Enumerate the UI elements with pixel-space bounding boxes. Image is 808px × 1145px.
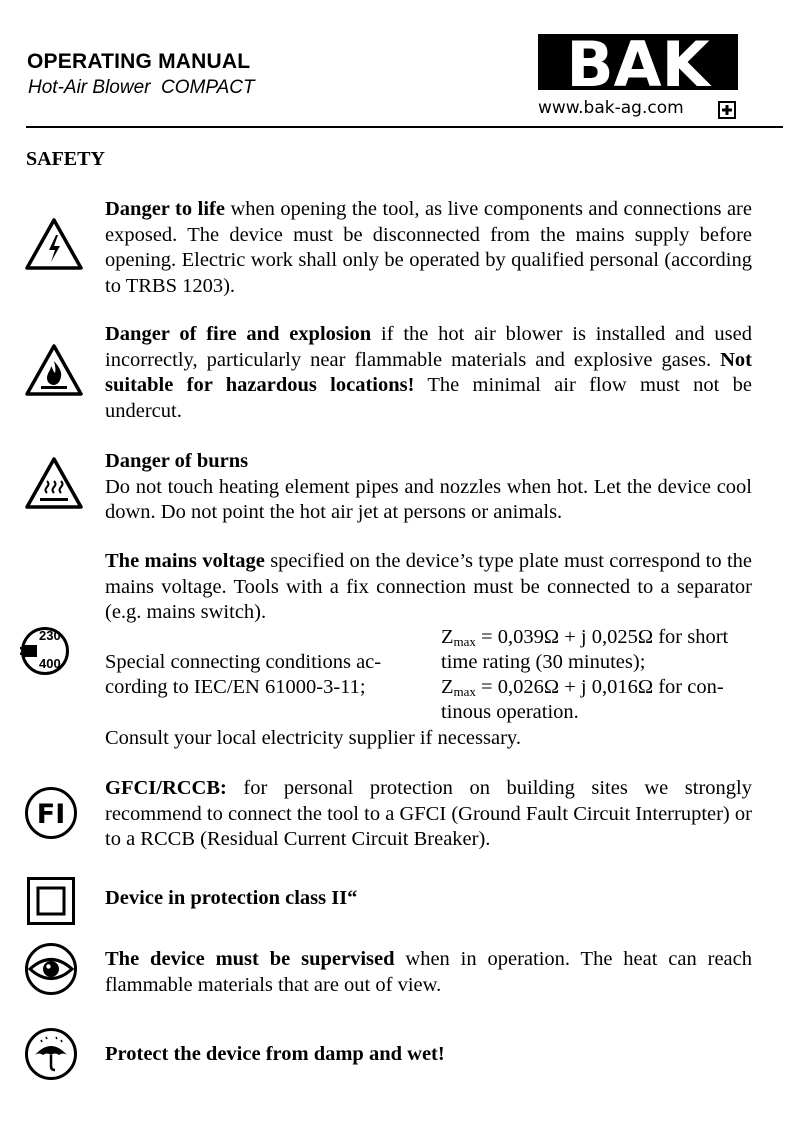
consult-supplier-text: Consult your local electricity supplier if necessary. <box>105 727 521 749</box>
danger-burns-text: Do not touch heating element pipes and nozzles when hot. Let the device cool down. Do not point the hot air jet at persons or animals. <box>105 475 752 523</box>
mains-voltage-heading: The mains voltage <box>105 550 265 572</box>
fi-glyph: FI <box>36 799 66 830</box>
damp-wet-block <box>105 1042 752 1068</box>
protection-class-ii-icon <box>27 877 75 925</box>
fire-warning-icon <box>24 343 84 397</box>
special-conditions-line2: cording to IEC/EN 61000-3-11; <box>105 676 366 698</box>
electric-shock-warning-icon <box>24 217 84 271</box>
supervision-eye-icon <box>24 942 78 996</box>
danger-to-life-text: when opening the tool, as live components and connections are exposed. The device must be disconnected from the mains supply before opening. Electric work shall only be operated by qualified personal (according to TRBS 1203). <box>105 198 752 297</box>
zmax-continuous: $Z_{max} = 0,026\Omega + j$ 0,016Ω for con- <box>441 676 724 699</box>
supervision-block <box>105 947 752 998</box>
voltage-400-label: 400 <box>39 656 61 671</box>
product-subtitle: Hot-Air Blower COMPACT <box>28 77 255 98</box>
supervision-text: when in operation. The heat can reach flammable materials that are out of view. <box>105 948 753 996</box>
hazardous-locations-warning: Not suitable for hazardous locations! <box>105 348 752 396</box>
logo-lettering: BAK <box>566 34 710 101</box>
gfci-block <box>105 776 752 853</box>
mains-voltage-block <box>105 549 752 626</box>
protection-class-text: Device in protection class II“ <box>105 887 358 909</box>
zmax-short-time-cont: time rating (30 minutes); <box>441 651 646 673</box>
danger-fire-heading: Danger of fire and explosion <box>105 323 372 345</box>
voltage-230-400-icon <box>20 626 70 676</box>
header-divider <box>26 126 783 128</box>
air-flow-text: The minimal air flow must not be undercut. <box>105 374 752 422</box>
manual-title: OPERATING MANUAL <box>27 50 251 73</box>
gfci-text: for personal protection on building sites we strongly recommend to connect the tool to a GFCI (Ground Fault Circuit Interrupter) or to a RCCB (Residual Current Circuit Breaker). <box>105 777 752 850</box>
danger-fire-block <box>105 322 752 424</box>
protect-from-wet-icon <box>24 1027 78 1081</box>
bak-logo <box>538 34 738 124</box>
section-title: SAFETY <box>26 148 105 170</box>
voltage-230-label: 230 <box>39 628 61 643</box>
mains-voltage-text: specified on the device’s type plate must correspond to the mains voltage. Tools with a fix connection must be connected to a separator (e.g. mains switch). <box>105 550 752 623</box>
danger-burns-block <box>105 449 752 526</box>
special-conditions-line1: Special connecting conditions ac- <box>105 651 382 673</box>
danger-to-life-heading: Danger to life <box>105 198 225 220</box>
danger-fire-text: if the hot air blower is installed and used incorrectly, particularly near flammable materials and explosive gases. <box>105 323 752 371</box>
website-url[interactable]: www.bak-ag.com <box>538 98 684 118</box>
zmax-short-time: $Z_{max} = 0,039\Omega + j$ 0,025Ω for short <box>441 626 729 649</box>
fi-circuit-breaker-icon <box>24 786 78 840</box>
damp-wet-text: Protect the device from damp and wet! <box>105 1043 445 1065</box>
danger-burns-heading: Danger of burns <box>105 450 249 472</box>
zmax-continuous-cont: tinous operation. <box>441 701 579 723</box>
supervision-heading: The device must be supervised <box>105 948 395 970</box>
protection-class-block <box>105 886 752 912</box>
hot-surface-warning-icon <box>24 456 84 510</box>
gfci-heading: GFCI/RCCB: <box>105 777 227 799</box>
danger-to-life-block <box>105 197 752 299</box>
